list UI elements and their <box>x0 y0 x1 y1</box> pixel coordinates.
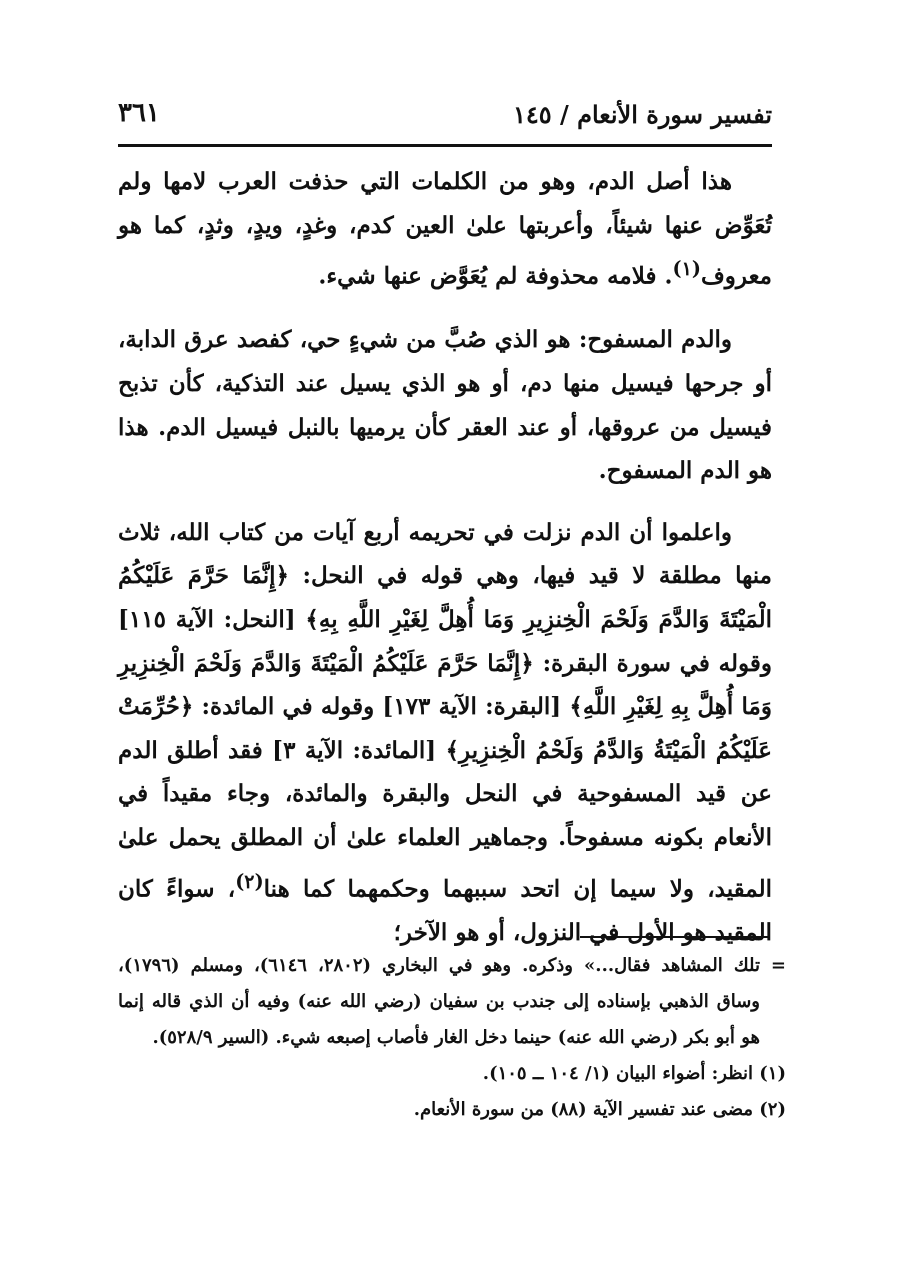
footnotes <box>118 948 786 1128</box>
continuation-mark: = <box>770 955 786 976</box>
footnote-separator <box>580 936 770 938</box>
footnote-2: (٢) مضى عند تفسير الآية (٨٨) من سورة الأنعام. <box>413 1099 786 1120</box>
page-header <box>118 92 772 144</box>
running-title: تفسير سورة الأنعام / ١٤٥ <box>512 100 772 129</box>
quran-verse-nahl: ﴿إِنَّمَا حَرَّمَ عَلَيْكُمُ الْمَيْتَةَ وَالدَّمَ وَلَحْمَ الْخِنزِيرِ وَمَا أُهِلَّ لِغَيْرِ اللَّهِ بِهِ﴾ <box>118 562 772 633</box>
footnote-continuation: = تلك المشاهد فقال...» وذكره. وهو في البخاري (٢٨٠٢، ٦١٤٦)، ومسلم (١٧٩٦)، وساق الذهبي بإسناده إلى جندب بن سفيان (رضي الله عنه) وفيه أن الذي قاله إنما هو أبو بكر (رضي الله عنه) حينما دخل الغار فأصاب إصبعه شيء. (السير ٥٢٨/٩). <box>118 948 786 1056</box>
footnote-ref-2: (٢) <box>235 869 264 893</box>
footnote-1: (١) انظر: أضواء البيان (١/ ١٠٤ ــ ١٠٥). <box>482 1063 786 1084</box>
header-rule <box>118 144 772 147</box>
page-number: ٣٦١ <box>118 98 160 128</box>
main-text <box>118 160 772 972</box>
paragraph-1: هذا أصل الدم، وهو من الكلمات التي حذفت العرب لامها ولم تُعَوِّض عنها شيئاً، وأعربتها علىٰ العين كدم، وغدٍ، ويدٍ، وثدٍ، كما هو معروف$^{(١)}$. فلامه محذوفة لم يُعَوَّض عنها شيء. <box>118 168 772 290</box>
footnote-ref-1: (١) <box>672 257 701 281</box>
paragraph-3: واعلموا أن الدم نزلت في تحريمه أربع آيات من كتاب الله، ثلاث منها مطلقة لا قيد فيها، وهي قوله في النحل: ﴿إِنَّمَا حَرَّمَ عَلَيْكُمُ الْمَيْتَةَ وَالدَّمَ وَلَحْمَ الْخِنزِيرِ وَمَا أُهِلَّ لِغَيْرِ اللَّهِ بِهِ﴾ [النحل: الآية ١١٥] وقوله في سورة البقرة: ﴿إِنَّمَا حَرَّمَ عَلَيْكُمُ الْمَيْتَةَ وَالدَّمَ وَلَحْمَ الْخِنزِيرِ وَمَا أُهِلَّ بِهِ لِغَيْرِ اللَّهِ﴾ [البقرة: الآية ١٧٣] وقوله في المائدة: ﴿حُرِّمَتْ عَلَيْكُمُ الْمَيْتَةُ وَالدَّمُ وَلَحْمُ الْخِنزِيرِ﴾ [المائدة: الآية ٣] فقد أطلق الدم عن قيد المسفوحية في النحل والبقرة والمائدة، وجاء مقيداً في الأنعام بكونه مسفوحاً. وجماهير العلماء علىٰ أن المطلق يحمل علىٰ المقيد، ولا سيما إن اتحد سببهما وحكمهما كما هنا$^{(٢)}$، سواءً كان المقيد هو الأول في النزول، أو هو الآخر؛ <box>118 518 773 946</box>
paragraph-2: والدم المسفوح: هو الذي صُبَّ من شيءٍ حي، كفصد عرق الدابة، أو جرحها فيسيل منها دم، أو هو الذي يسيل عند التذكية، كأن تذبح فيسيل من عروقها، أو عند العقر كأن يرميها بالنبل فيسيل الدم. هذا هو الدم المسفوح. <box>118 326 772 485</box>
quran-verse-maidah: ﴿حُرِّمَتْ عَلَيْكُمُ الْمَيْتَةُ وَالدَّمُ وَلَحْمُ الْخِنزِيرِ﴾ <box>118 693 773 764</box>
quran-verse-baqarah: ﴿إِنَّمَا حَرَّمَ عَلَيْكُمُ الْمَيْتَةَ وَالدَّمَ وَلَحْمَ الْخِنزِيرِ وَمَا أُهِلَّ بِهِ لِغَيْرِ اللَّهِ﴾ <box>118 649 772 721</box>
